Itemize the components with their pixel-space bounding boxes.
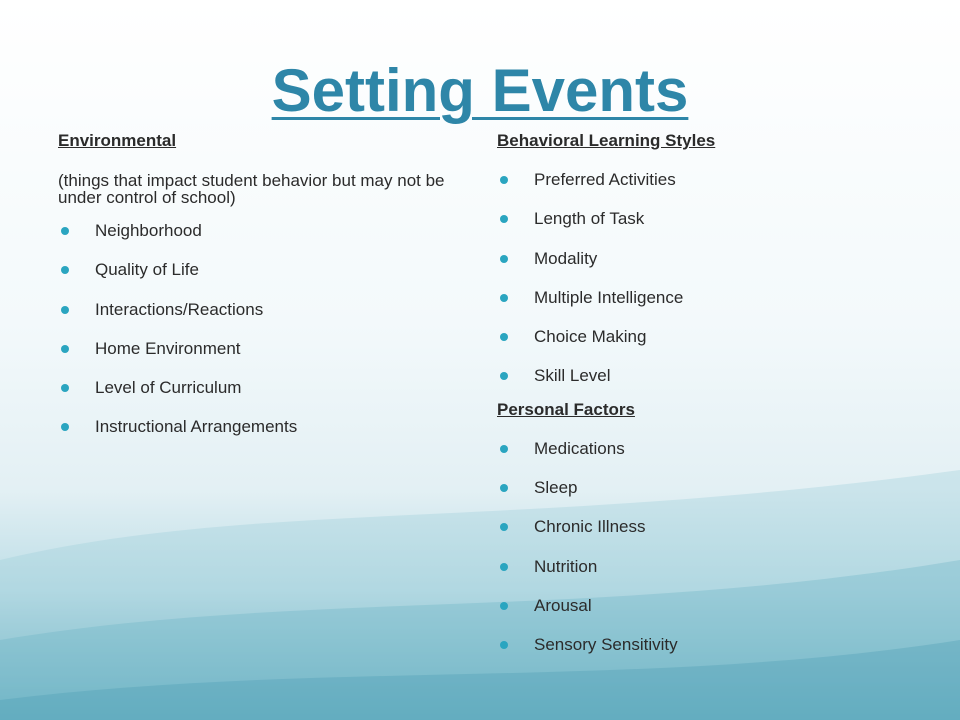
- list-item: Length of Task: [497, 208, 917, 230]
- bullet-icon: [61, 266, 69, 274]
- bullet-icon: [500, 602, 508, 610]
- slide-title: Setting Events: [271, 57, 689, 124]
- bullet-icon: [500, 484, 508, 492]
- environmental-note: (things that impact student behavior but may not be under control of school): [58, 171, 445, 207]
- bullet-icon: [500, 523, 508, 531]
- list-item: Modality: [497, 248, 917, 270]
- behavioral-list: [497, 169, 917, 387]
- list-item: Chronic Illness: [497, 516, 917, 538]
- environmental-heading: Environmental: [58, 131, 177, 150]
- list-item: Home Environment: [58, 338, 468, 360]
- list-item: Arousal: [497, 595, 917, 617]
- environmental-column: [58, 130, 468, 456]
- list-item: Neighborhood: [58, 220, 468, 242]
- list-item: Preferred Activities: [497, 169, 917, 191]
- list-item: Medications: [497, 438, 917, 460]
- behavioral-column: [497, 130, 917, 674]
- bullet-icon: [500, 215, 508, 223]
- personal-factors-list: [497, 438, 917, 656]
- list-item: Multiple Intelligence: [497, 287, 917, 309]
- list-item: Quality of Life: [58, 259, 468, 281]
- bullet-icon: [500, 255, 508, 263]
- bullet-icon: [61, 306, 69, 314]
- list-item: Skill Level: [497, 365, 917, 387]
- bullet-icon: [61, 227, 69, 235]
- list-item: Interactions/Reactions: [58, 299, 468, 321]
- bullet-icon: [500, 445, 508, 453]
- bullet-icon: [61, 384, 69, 392]
- bullet-icon: [500, 333, 508, 341]
- personal-factors-group: [497, 399, 917, 656]
- bullet-icon: [500, 294, 508, 302]
- list-item: Instructional Arrangements: [58, 416, 468, 438]
- bullet-icon: [500, 641, 508, 649]
- personal-factors-heading: Personal Factors: [497, 399, 635, 419]
- bullet-icon: [61, 345, 69, 353]
- list-item: Choice Making: [497, 326, 917, 348]
- bullet-icon: [500, 563, 508, 571]
- list-item: Level of Curriculum: [58, 377, 468, 399]
- bullet-icon: [500, 372, 508, 380]
- bullet-icon: [61, 423, 69, 431]
- list-item: Sleep: [497, 477, 917, 499]
- list-item: Nutrition: [497, 556, 917, 578]
- list-item: Sensory Sensitivity: [497, 634, 917, 656]
- behavioral-heading: Behavioral Learning Styles: [497, 131, 716, 150]
- environmental-list: [58, 220, 468, 438]
- bullet-icon: [500, 176, 508, 184]
